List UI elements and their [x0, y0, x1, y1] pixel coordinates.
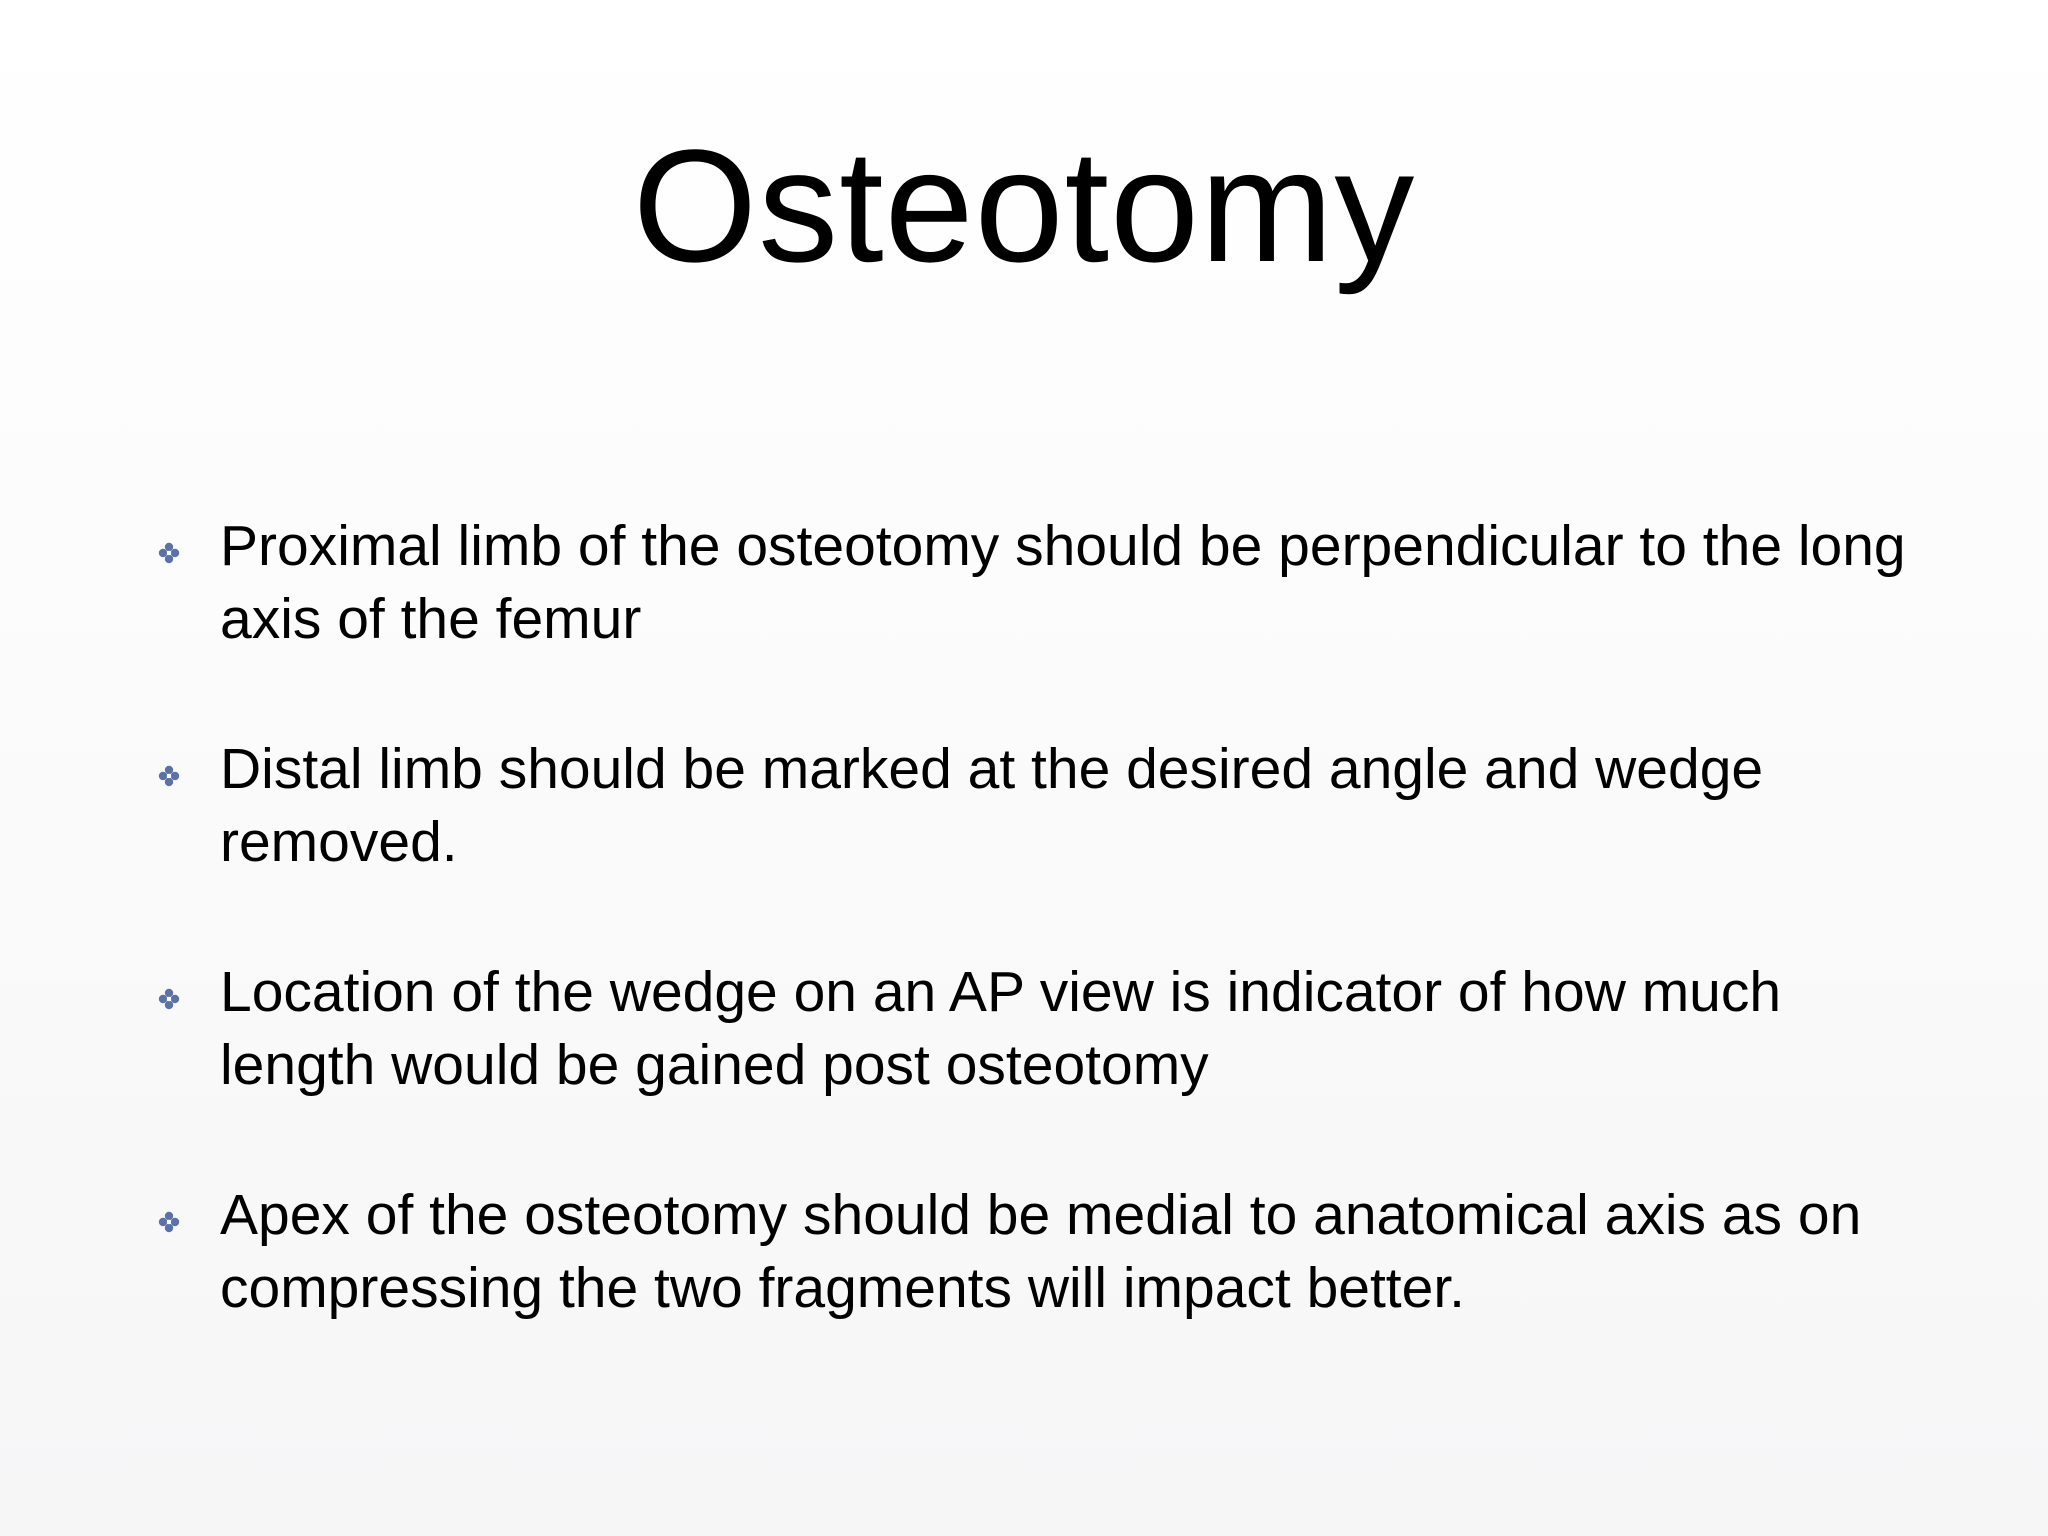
bullet-text: Distal limb should be marked at the desired angle and wedge removed. — [220, 737, 1764, 874]
bullet-item — [150, 1179, 1910, 1325]
bullet-text: Apex of the osteotomy should be medial to anatomical axis as on compressing the two fragments will impact better. — [220, 1183, 1862, 1320]
bullet-item — [150, 733, 1910, 879]
four-point-flower-bullet-icon — [158, 1211, 180, 1233]
bullet-list — [150, 510, 1910, 1402]
bullet-text: Location of the wedge on an AP view is indicator of how much length would be gained post osteotomy — [220, 960, 1782, 1097]
bullet-item — [150, 956, 1910, 1102]
four-point-flower-bullet-icon — [158, 988, 180, 1010]
bullet-item — [150, 510, 1910, 656]
four-point-flower-bullet-icon — [158, 542, 180, 564]
four-point-flower-bullet-icon — [158, 765, 180, 787]
bullet-text: Proximal limb of the osteotomy should be perpendicular to the long axis of the femur — [220, 514, 1906, 651]
slide-title: Osteotomy — [632, 116, 1416, 295]
